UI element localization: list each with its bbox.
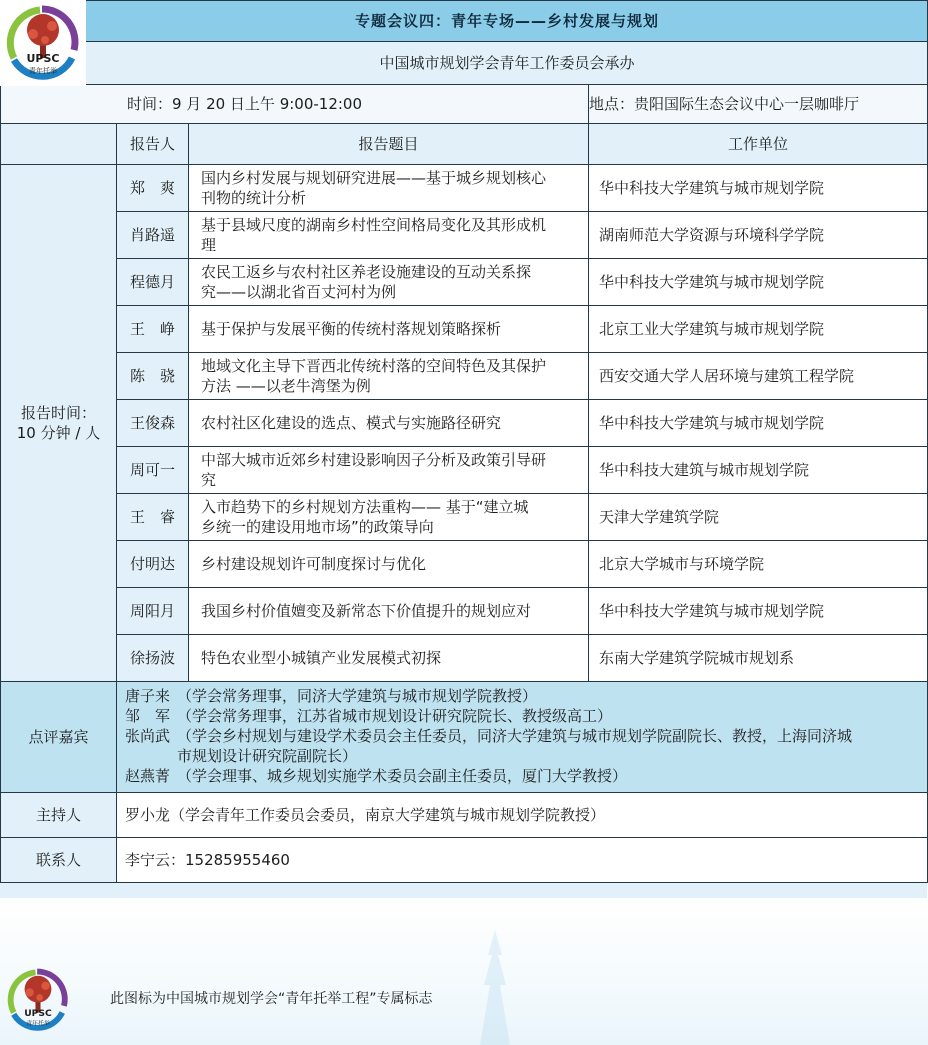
unit-header: 工作单位 xyxy=(589,124,928,165)
talk-topic xyxy=(189,306,589,353)
talk-topic xyxy=(189,494,589,541)
talk-topic xyxy=(189,259,589,306)
topic-line: 我国乡村价值嬗变及新常态下价值提升的规划应对 xyxy=(201,602,532,620)
talk-topic xyxy=(189,212,589,259)
talk-topic xyxy=(189,447,589,494)
host-value: 罗小龙（学会青年工作委员会委员，南京大学建筑与城市规划学院教授） xyxy=(117,793,928,838)
guest-title: （学会常务理事，江苏省城市规划设计研究院院长、教授级高工） xyxy=(177,707,613,725)
info-row xyxy=(1,85,928,124)
reporter-name: 程德月 xyxy=(117,259,189,306)
reporter-unit: 西安交通大学人居环境与建筑工程学院 xyxy=(589,353,928,400)
topic-line: 基于保护与发展平衡的传统村落规划策略探析 xyxy=(201,320,502,338)
reporter-name: 徐扬波 xyxy=(117,635,189,682)
topic-header: 报告题目 xyxy=(189,124,589,165)
talk-topic xyxy=(189,353,589,400)
talk-topic xyxy=(189,541,589,588)
reporter-unit: 华中科技大学建筑与城市规划学院 xyxy=(589,259,928,306)
session-title: 专题会议四：青年专场——乡村发展与规划 xyxy=(1,1,928,42)
review-guest xyxy=(125,686,921,706)
reporter-unit: 湖南师范大学资源与环境科学学院 xyxy=(589,212,928,259)
review-row xyxy=(1,682,928,793)
upsc-logo xyxy=(0,0,86,86)
talk-row xyxy=(1,259,928,306)
topic-line: 基于县域尺度的湖南乡村性空间格局变化及其形成机 xyxy=(201,216,547,234)
talk-row xyxy=(1,400,928,447)
talk-row xyxy=(1,447,928,494)
topic-line: 国内乡村发展与规划研究进展——基于城乡规划核心 xyxy=(201,169,547,187)
topic-line: 中部大城市近郊乡村建设影响因子分析及政策引导研 xyxy=(201,451,547,469)
talk-row xyxy=(1,353,928,400)
guest-title: （学会乡村规划与建设学术委员会主任委员，同济大学建筑与城市规划学院副院长、教授，上海同济城 xyxy=(177,727,853,745)
talk-topic xyxy=(189,400,589,447)
talk-row xyxy=(1,212,928,259)
talk-row xyxy=(1,494,928,541)
reporter-unit: 华中科技大学建筑与城市规划学院 xyxy=(589,588,928,635)
topic-line: 乡村建设规划许可制度探讨与优化 xyxy=(201,555,427,573)
talk-row xyxy=(1,541,928,588)
logo-caption: 此图标为中国城市规划学会“青年托举工程”专属标志 xyxy=(110,991,433,1007)
host-label: 主持人 xyxy=(1,793,117,838)
reporter-unit: 华中科技大学建筑与城市规划学院 xyxy=(589,400,928,447)
talk-row xyxy=(1,165,928,212)
topic-line: 农民工返乡与农村社区养老设施建设的互动关系探 xyxy=(201,263,532,281)
upsc-logo-graphic xyxy=(0,0,86,86)
topic-line: 理 xyxy=(201,236,217,254)
topic-line: 农村社区化建设的选点、模式与实施路径研究 xyxy=(201,414,502,432)
reporter-name: 周阳月 xyxy=(117,588,189,635)
report-time-label-line2: 10 分钟 / 人 xyxy=(16,424,101,442)
reporter-name: 肖路遥 xyxy=(117,212,189,259)
reporter-unit: 北京工业大学建筑与城市规划学院 xyxy=(589,306,928,353)
review-guest-continued xyxy=(125,746,921,766)
review-guest xyxy=(125,766,921,786)
contact-row xyxy=(1,838,928,883)
talk-topic xyxy=(189,588,589,635)
reporter-name: 王 睿 xyxy=(117,494,189,541)
title-row xyxy=(1,1,928,42)
talk-row xyxy=(1,635,928,682)
guest-name: 唐子来 xyxy=(125,687,171,705)
reporter-unit: 东南大学建筑学院城市规划系 xyxy=(589,635,928,682)
review-label: 点评嘉宾 xyxy=(1,682,117,793)
talk-topic xyxy=(189,635,589,682)
reporter-name: 付明达 xyxy=(117,541,189,588)
topic-line: 刊物的统计分析 xyxy=(201,189,307,207)
tower-watermark xyxy=(440,925,550,1045)
session-time: 时间：9 月 20 日上午 9:00-12:00 xyxy=(1,85,589,124)
footer-logo xyxy=(2,960,74,1040)
guest-name: 赵燕菁 xyxy=(125,767,171,785)
talk-row xyxy=(1,588,928,635)
footer-logo-subtext: 青年托举 xyxy=(26,1021,50,1028)
reporter-unit: 华中科技大学建筑与城市规划学院 xyxy=(589,165,928,212)
organizer: 中国城市规划学会青年工作委员会承办 xyxy=(1,42,928,85)
topic-line: 方法 ——以老牛湾堡为例 xyxy=(201,377,371,395)
topic-line: 特色农业型小城镇产业发展模式初探 xyxy=(201,649,442,667)
topic-line: 究——以湖北省百丈河村为例 xyxy=(201,283,397,301)
review-guests xyxy=(117,682,928,793)
topic-line: 地域文化主导下晋西北传统村落的空间特色及其保护 xyxy=(201,357,547,375)
contact-label: 联系人 xyxy=(1,838,117,883)
topic-line: 入市趋势下的乡村规划方法重构—— 基于“建立城 xyxy=(201,498,529,516)
logo-subtext: 青年托举 xyxy=(29,67,57,75)
report-time-label xyxy=(1,165,117,682)
reporter-name: 王 峥 xyxy=(117,306,189,353)
guest-name: 张尚武 xyxy=(125,727,171,745)
host-row xyxy=(1,793,928,838)
reporter-unit: 天津大学建筑学院 xyxy=(589,494,928,541)
talk-topic xyxy=(189,165,589,212)
blank-header xyxy=(1,124,117,165)
guest-title: （学会常务理事，同济大学建筑与城市规划学院教授） xyxy=(177,687,538,705)
review-guest xyxy=(125,706,921,726)
reporter-unit: 北京大学城市与环境学院 xyxy=(589,541,928,588)
reporter-name: 周可一 xyxy=(117,447,189,494)
footer-logo-graphic xyxy=(2,960,74,1040)
reporter-name: 郑 爽 xyxy=(117,165,189,212)
guest-title: （学会理事、城乡规划实施学术委员会副主任委员，厦门大学教授） xyxy=(177,767,628,785)
reporter-name: 王俊森 xyxy=(117,400,189,447)
logo-text: UPSC xyxy=(26,52,60,65)
organizer-row xyxy=(1,42,928,85)
report-time-label-line1: 报告时间： xyxy=(20,404,96,422)
review-guest xyxy=(125,726,921,746)
footer-logo-text: UPSC xyxy=(24,1007,52,1019)
topic-line: 乡统一的建设用地市场”的政策导向 xyxy=(201,518,434,536)
guest-name: 邹 军 xyxy=(125,707,171,725)
guest-title: 市规划设计研究院副院长） xyxy=(177,747,358,765)
topic-line: 究 xyxy=(201,471,217,489)
session-location: 地点：贵阳国际生态会议中心一层咖啡厅 xyxy=(589,85,928,124)
contact-value: 李宁云：15285955460 xyxy=(117,838,928,883)
talk-row xyxy=(1,306,928,353)
reporter-unit: 华中科技大建筑与城市规划学院 xyxy=(589,447,928,494)
reporter-header: 报告人 xyxy=(117,124,189,165)
reporter-name: 陈 骁 xyxy=(117,353,189,400)
column-header-row xyxy=(1,124,928,165)
